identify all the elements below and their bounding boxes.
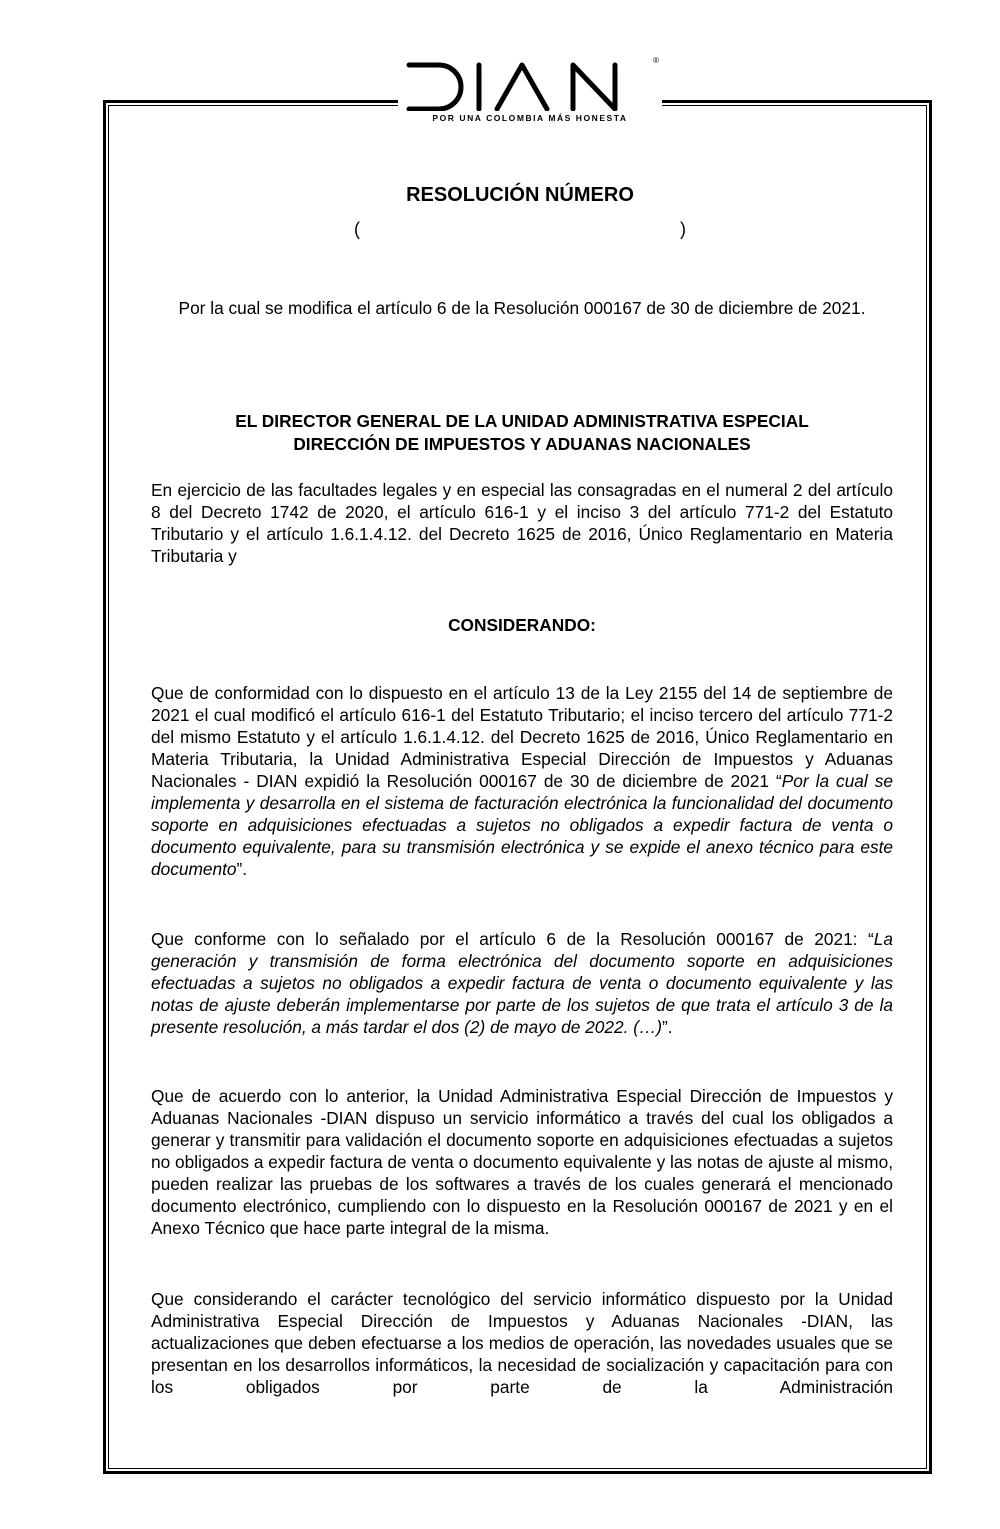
authority-line-1: EL DIRECTOR GENERAL DE LA UNIDAD ADMINISTRATIVA ESPECIAL [235,411,809,431]
p2-text: Que conforme con lo señalado por el artículo 6 de la Resolución 000167 de 2021: “ [151,929,874,949]
p1-tail: ”. [236,859,248,879]
logo-tagline: POR UNA COLOMBIA MÁS HONESTA [432,113,628,123]
number-paren-close: ) [680,219,686,239]
number-paren-open: ( [354,219,360,239]
considerando-heading: CONSIDERANDO: [448,615,596,635]
preamble-paragraph: En ejercicio de las facultades legales y en especial las consagradas en el numeral 2 del artículo 8 del Decreto 1742 de 2020, el artículo 616-1 y el inciso 3 del artículo 771-2 del Estatuto Tributario y el artículo 1.6.1.4.12. del Decreto 1625 de 2016, Único Reglamentario en Materia Tributaria y [151,480,893,566]
p1-text: Que de conformidad con lo dispuesto en el artículo 13 de la Ley 2155 del 14 de septiembre de 2021 el cual modificó el artículo 616-1 del Estatuto Tributario; el inciso tercero del artículo 771-2 del mismo Estatuto y el artículo 1.6.1.4.12. del Decreto 1625 de 2016, Único Reglamentario en Materia Tributaria, la Unidad Administrativa Especial Dirección de Impuestos y Aduanas Nacionales - DIAN expidió la Resolución 000167 de 30 de diciembre de 2021 “ [151,683,893,791]
considerando-paragraph-2 [151,928,893,1038]
p2-tail: ”. [662,1017,673,1037]
considerando-paragraph-4: Que considerando el carácter tecnológico del servicio informático dispuesto por la Unidad Administrativa Especial Dirección de Impuestos y Aduanas Nacionales -DIAN, las actualizaciones que deben efectuarse a los medios de operación, las novedades usuales que se presentan en los desarrollos informáticos, la necesidad de socialización y capacitación para con los obligados por parte de la Administración [151,1289,893,1397]
resolution-subtitle: Por la cual se modifica el artículo 6 de la Resolución 000167 de 30 de diciembre de 2021. [178,298,866,318]
p1-quote: Por la cual se implementa y desarrolla en el sistema de facturación electrónica la funcionalidad del documento soporte en adquisiciones efectuadas a sujetos no obligados a expedir factura de venta o documento equivalente, para su transmisión electrónica y se expide el anexo técnico para este documento [151,771,893,879]
considerando-paragraph-3: Que de acuerdo con lo anterior, la Unidad Administrativa Especial Dirección de Impuestos y Aduanas Nacionales -DIAN dispuso un servicio informático a través del cual los obligados a generar y transmitir para validación el documento soporte en adquisiciones efectuadas a sujetos no obligados a expedir factura de venta o documento equivalente y las notas de ajuste al mismo, pueden realizar las pruebas de los softwares a través de los cuales generará el mencionado documento electrónico, cumpliendo con lo dispuesto en la Resolución 000167 de 2021 y en el Anexo Técnico que hace parte integral de la misma. [151,1086,893,1238]
considerando-paragraph-1 [151,682,893,880]
resolution-title: RESOLUCIÓN NÚMERO [406,184,634,206]
p2-quote: La generación y transmisión de forma electrónica del documento soporte en adquisiciones efectuadas a sujetos no obligados a expedir factura de venta o documento equivalente y las notas de ajuste deberán implementarse por parte de los sujetos de que trata el artículo 3 de la presente resolución, a más tardar el dos (2) de mayo de 2022. (…) [151,929,893,1037]
registered-mark: ® [653,56,659,65]
authority-line-2: DIRECCIÓN DE IMPUESTOS Y ADUANAS NACIONALES [293,434,751,454]
